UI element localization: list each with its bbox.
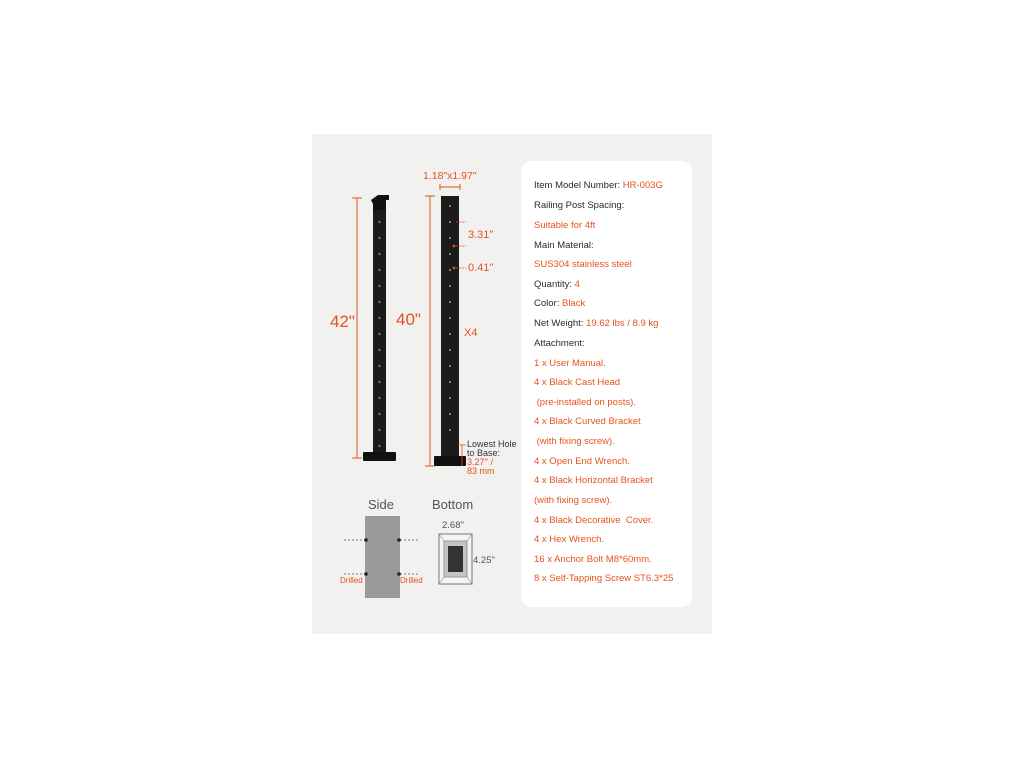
side-view-post (365, 516, 400, 598)
bottom-view-title: Bottom (432, 497, 474, 512)
hole-diameter-label: 0.41" (468, 262, 494, 274)
short-post-body (441, 196, 459, 458)
attachment-item: 4 x Open End Wrench. (534, 456, 630, 467)
attachment-item: 4 x Black Horizontal Bracket (534, 475, 653, 486)
hole-spacing-label: 3.31" (468, 229, 494, 241)
hole-count-label: X4 (464, 327, 478, 339)
spec-material-label: Main Material: (534, 240, 594, 251)
attachment-item: (pre-installed on posts). (534, 397, 636, 408)
attachment-item: 4 x Black Decorative Cover. (534, 515, 654, 526)
drilled-left-label: Drilled (340, 576, 363, 585)
attachment-item: 1 x User Manual. (534, 358, 606, 369)
drilled-right-label: Drilled (400, 576, 423, 585)
spec-color: Color: Black (534, 298, 586, 309)
attachment-item: 8 x Self-Tapping Screw ST6.3*25 (534, 573, 674, 584)
short-post-base (434, 456, 466, 466)
attachment-item: (with fixing screw). (534, 436, 615, 447)
base-width-label: 2.68" (442, 520, 464, 531)
spec-quantity: Quantity: 4 (534, 279, 580, 290)
post-section-label: 1.18"x1.97" (423, 170, 477, 182)
tall-post-height-label: 42" (330, 312, 355, 331)
attachment-item: 4 x Black Cast Head (534, 377, 621, 388)
short-post-drawing (425, 184, 466, 466)
attachment-item: (with fixing screw). (534, 495, 613, 506)
spec-spacing-label: Railing Post Spacing: (534, 200, 625, 211)
lowest-hole-value: 3.27'' / 83 mm (467, 457, 495, 476)
spec-material-value: SUS304 stainless steel (534, 259, 632, 270)
attachment-item: 4 x Black Curved Bracket (534, 416, 641, 427)
tall-post-drawing (352, 195, 396, 461)
bottom-view-drawing (439, 534, 472, 584)
tall-post-base (363, 452, 396, 461)
spec-weight: Net Weight: 19.62 lbs / 8.9 kg (534, 318, 659, 329)
tall-post-body (373, 208, 386, 454)
tall-post-cast-head (371, 195, 389, 210)
base-length-label: 4.25" (473, 555, 495, 566)
attachment-item: 4 x Hex Wrench. (534, 534, 605, 545)
side-view-drawing (344, 516, 418, 598)
spec-attachment-label: Attachment: (534, 338, 585, 349)
spec-spacing-value: Suitable for 4ft (534, 220, 596, 231)
spec-model: Item Model Number: HR-003G (534, 180, 663, 191)
lowest-hole-label: Lowest Hole to Base: (467, 439, 517, 458)
side-view-title: Side (368, 497, 395, 512)
attachment-item: 16 x Anchor Bolt M8*60mm. (534, 554, 652, 565)
short-post-height-label: 40" (396, 310, 421, 329)
